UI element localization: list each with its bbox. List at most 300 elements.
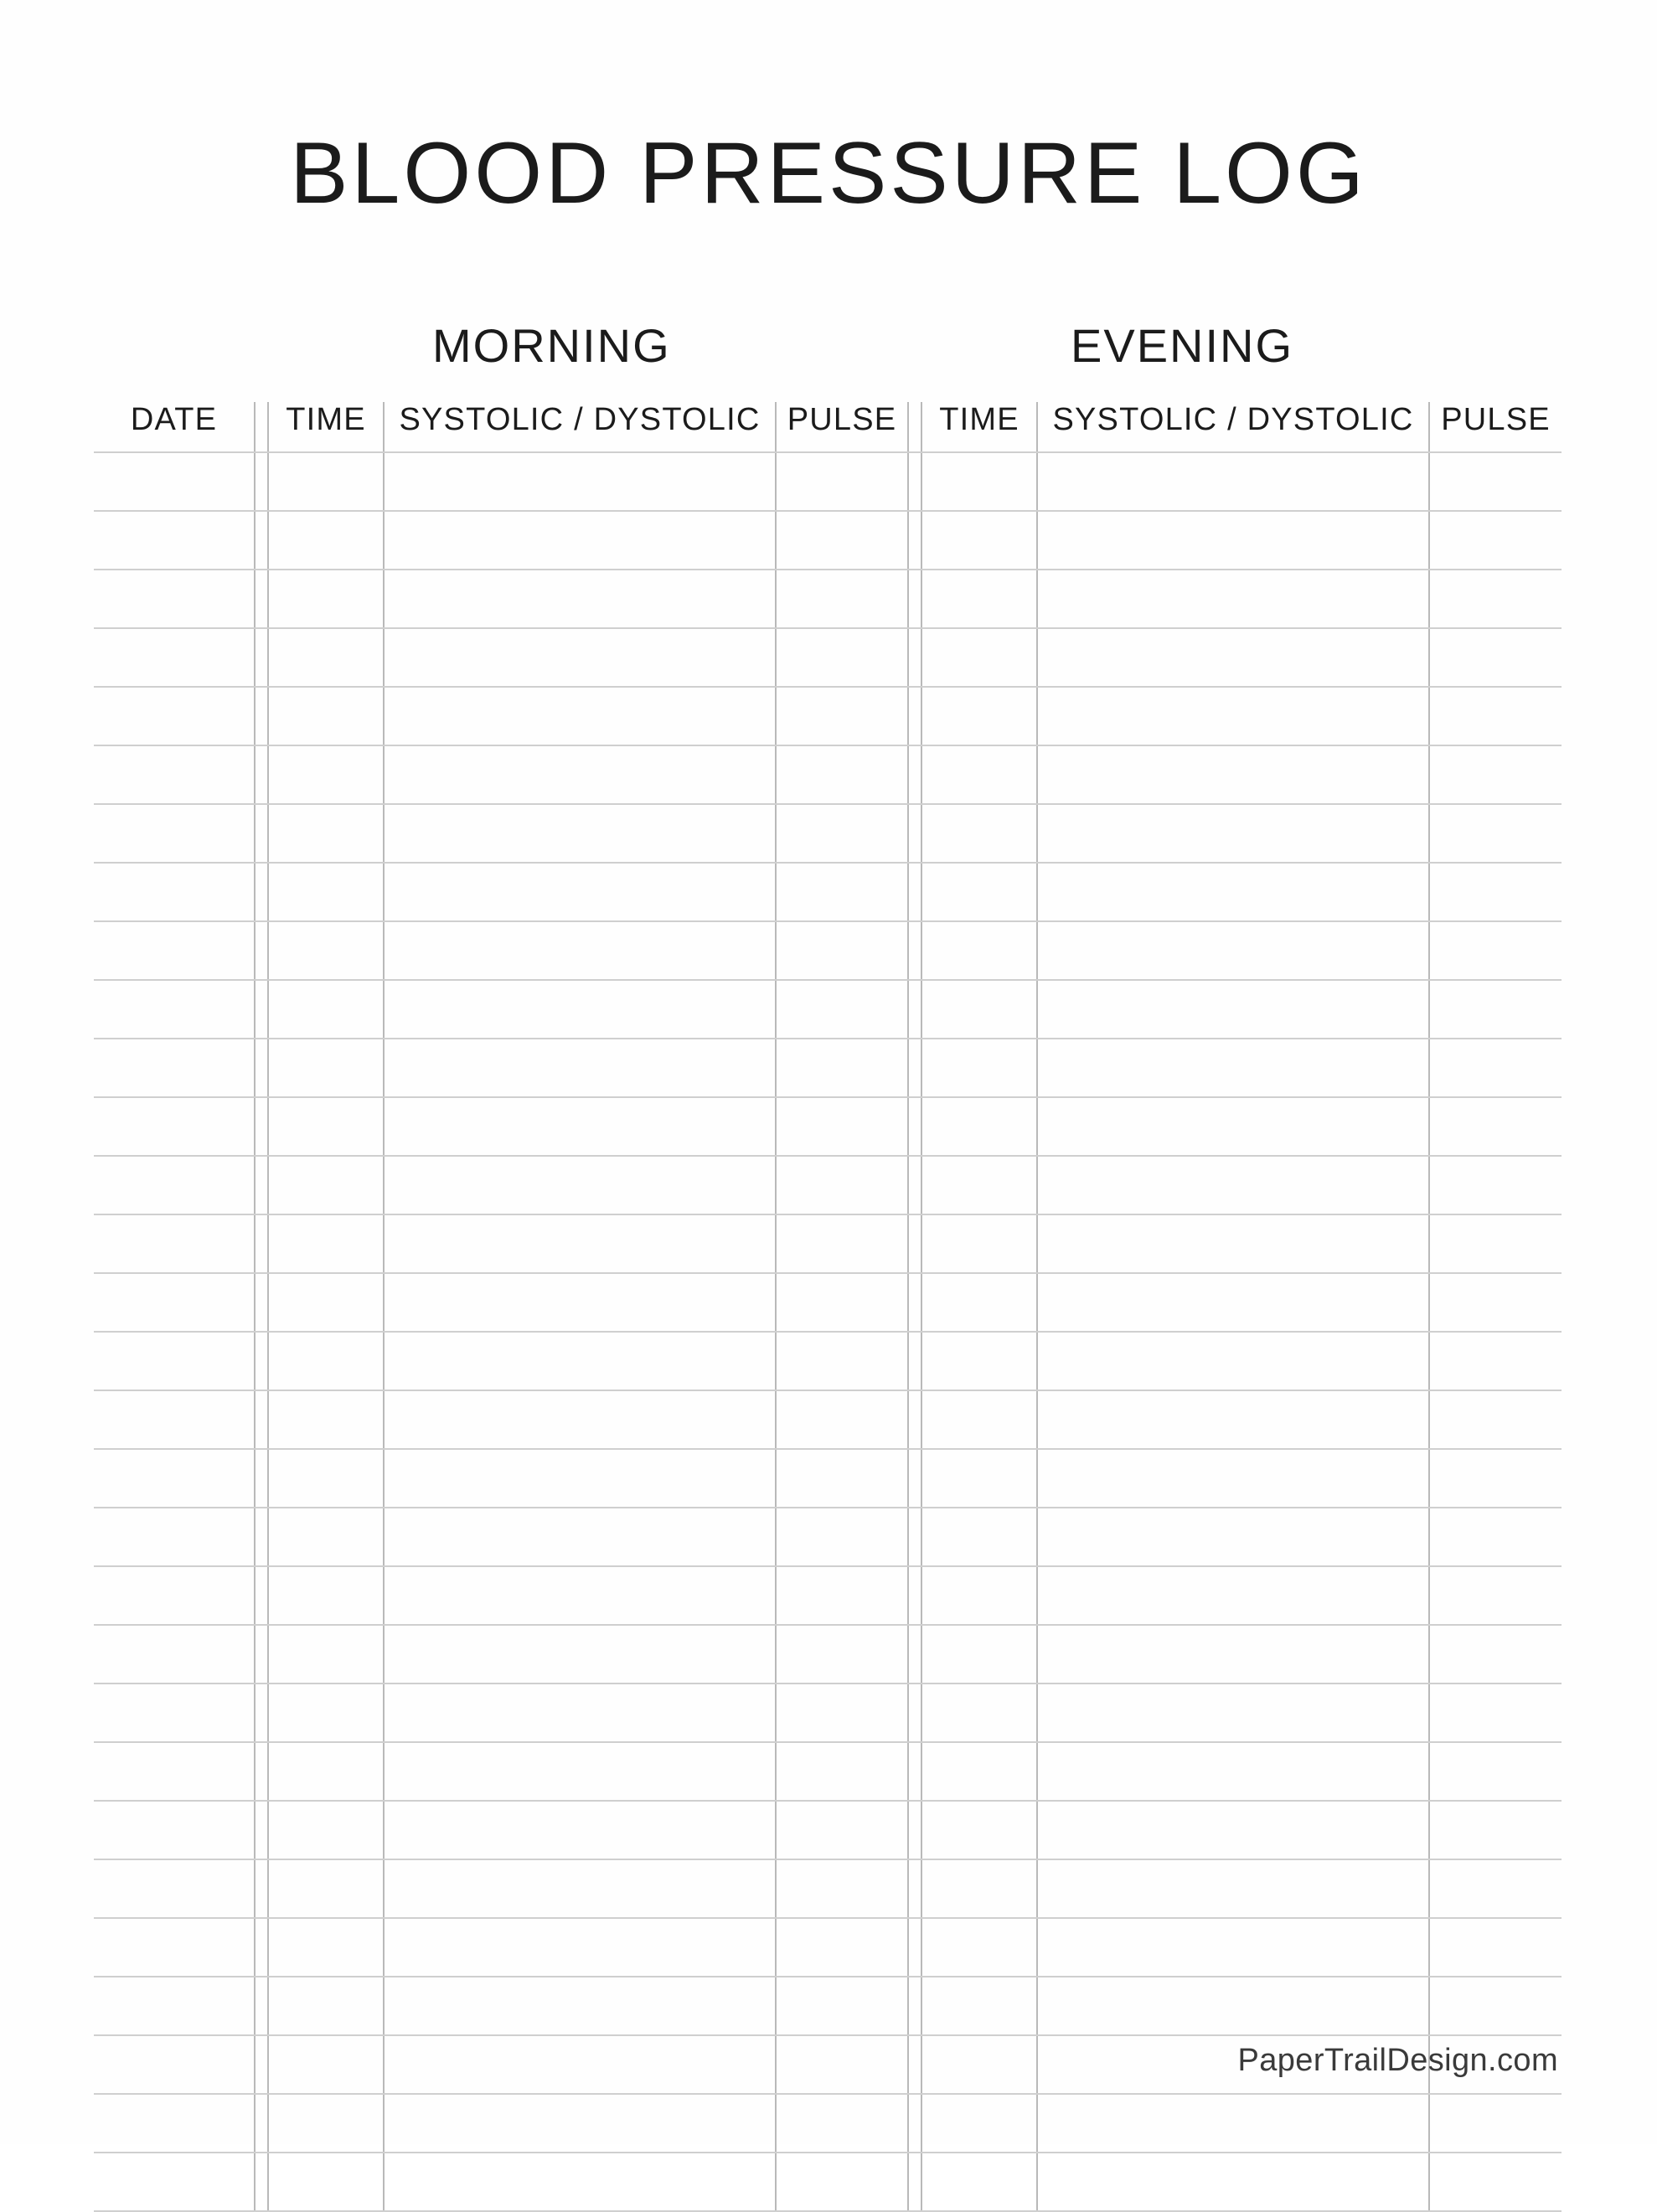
cell-evening-time[interactable] — [921, 1214, 1037, 1273]
cell-date[interactable] — [94, 745, 255, 804]
cell-date[interactable] — [94, 1625, 255, 1683]
cell-evening-time[interactable] — [921, 1566, 1037, 1625]
cell-divider-morning-start — [255, 1097, 268, 1156]
cell-evening-systolic-dystolic[interactable] — [1037, 1566, 1429, 1625]
cell-morning-systolic-dystolic[interactable] — [384, 570, 776, 628]
cell-evening-systolic-dystolic[interactable] — [1037, 1156, 1429, 1214]
cell-morning-time[interactable] — [268, 1508, 384, 1566]
cell-morning-pulse[interactable] — [776, 2153, 908, 2211]
cell-divider-morning-start — [255, 1156, 268, 1214]
cell-morning-pulse[interactable] — [776, 570, 908, 628]
cell-morning-systolic-dystolic[interactable] — [384, 1508, 776, 1566]
cell-morning-time[interactable] — [268, 863, 384, 921]
cell-divider-morning-start — [255, 1449, 268, 1508]
cell-divider-evening-start — [908, 1156, 921, 1214]
cell-divider-evening-start — [908, 863, 921, 921]
cell-morning-time[interactable] — [268, 1214, 384, 1273]
cell-evening-pulse[interactable] — [1429, 452, 1562, 511]
cell-evening-time[interactable] — [921, 511, 1037, 570]
cell-evening-systolic-dystolic[interactable] — [1037, 980, 1429, 1039]
table-row — [94, 1508, 1562, 1566]
cell-morning-pulse[interactable] — [776, 1918, 908, 1977]
table-row — [94, 1214, 1562, 1273]
cell-evening-time[interactable] — [921, 863, 1037, 921]
cell-date[interactable] — [94, 628, 255, 687]
cell-morning-pulse[interactable] — [776, 1683, 908, 1742]
cell-morning-pulse[interactable] — [776, 1332, 908, 1390]
cell-divider-evening-start — [908, 1977, 921, 2035]
table-row — [94, 1332, 1562, 1390]
cell-evening-time[interactable] — [921, 628, 1037, 687]
cell-divider-evening-start — [908, 804, 921, 863]
cell-evening-pulse[interactable] — [1429, 628, 1562, 687]
cell-evening-systolic-dystolic[interactable] — [1037, 1273, 1429, 1332]
cell-evening-pulse[interactable] — [1429, 570, 1562, 628]
cell-evening-pulse[interactable] — [1429, 1859, 1562, 1918]
column-header-morning-systolic-dystolic: SYSTOLIC / DYSTOLIC — [384, 402, 776, 452]
cell-divider-evening-start — [908, 1390, 921, 1449]
cell-date[interactable] — [94, 1977, 255, 2035]
cell-divider-evening-start — [908, 1566, 921, 1625]
cell-divider-evening-start — [908, 570, 921, 628]
cell-morning-pulse[interactable] — [776, 1390, 908, 1449]
cell-evening-systolic-dystolic[interactable] — [1037, 804, 1429, 863]
table-row — [94, 1097, 1562, 1156]
cell-evening-systolic-dystolic[interactable] — [1037, 1918, 1429, 1977]
cell-morning-time[interactable] — [268, 745, 384, 804]
cell-evening-time[interactable] — [921, 1332, 1037, 1390]
cell-evening-time[interactable] — [921, 1273, 1037, 1332]
cell-divider-morning-start — [255, 980, 268, 1039]
cell-morning-pulse[interactable] — [776, 1273, 908, 1332]
cell-morning-systolic-dystolic[interactable] — [384, 452, 776, 511]
table-row — [94, 1390, 1562, 1449]
cell-divider-evening-start — [908, 1449, 921, 1508]
cell-morning-systolic-dystolic[interactable] — [384, 1039, 776, 1097]
footer-credit: PaperTrailDesign.com — [1237, 2043, 1558, 2078]
cell-evening-systolic-dystolic[interactable] — [1037, 628, 1429, 687]
cell-morning-systolic-dystolic[interactable] — [384, 1859, 776, 1918]
cell-evening-systolic-dystolic[interactable] — [1037, 1508, 1429, 1566]
cell-date[interactable] — [94, 2035, 255, 2094]
cell-morning-time[interactable] — [268, 1390, 384, 1449]
cell-morning-systolic-dystolic[interactable] — [384, 2035, 776, 2094]
cell-date[interactable] — [94, 921, 255, 980]
cell-date[interactable] — [94, 1508, 255, 1566]
cell-divider-evening-start — [908, 687, 921, 745]
cell-morning-pulse[interactable] — [776, 1214, 908, 1273]
cell-morning-time[interactable] — [268, 1449, 384, 1508]
table-row — [94, 687, 1562, 745]
table-row — [94, 570, 1562, 628]
cell-evening-time[interactable] — [921, 1801, 1037, 1859]
cell-divider-morning-start — [255, 687, 268, 745]
cell-date[interactable] — [94, 452, 255, 511]
blood-pressure-log-table — [94, 402, 1562, 2212]
cell-date[interactable] — [94, 2153, 255, 2211]
table-row — [94, 1449, 1562, 1508]
cell-date[interactable] — [94, 1273, 255, 1332]
cell-morning-time[interactable] — [268, 1977, 384, 2035]
table-row — [94, 628, 1562, 687]
cell-evening-time[interactable] — [921, 2035, 1037, 2094]
cell-evening-pulse[interactable] — [1429, 863, 1562, 921]
cell-morning-time[interactable] — [268, 804, 384, 863]
cell-divider-morning-start — [255, 570, 268, 628]
cell-evening-pulse[interactable] — [1429, 980, 1562, 1039]
column-header-morning-pulse: PULSE — [776, 402, 908, 452]
cell-morning-systolic-dystolic[interactable] — [384, 1801, 776, 1859]
cell-divider-morning-start — [255, 1801, 268, 1859]
cell-evening-time[interactable] — [921, 745, 1037, 804]
table-row — [94, 980, 1562, 1039]
cell-evening-systolic-dystolic[interactable] — [1037, 1039, 1429, 1097]
cell-morning-time[interactable] — [268, 1097, 384, 1156]
cell-evening-time[interactable] — [921, 1156, 1037, 1214]
cell-morning-systolic-dystolic[interactable] — [384, 1332, 776, 1390]
cell-divider-morning-start — [255, 2153, 268, 2211]
cell-date[interactable] — [94, 687, 255, 745]
cell-evening-time[interactable] — [921, 452, 1037, 511]
cell-evening-time[interactable] — [921, 1508, 1037, 1566]
cell-morning-systolic-dystolic[interactable] — [384, 980, 776, 1039]
cell-date[interactable] — [94, 1039, 255, 1097]
cell-morning-pulse[interactable] — [776, 1625, 908, 1683]
cell-evening-pulse[interactable] — [1429, 1097, 1562, 1156]
cell-evening-time[interactable] — [921, 687, 1037, 745]
cell-evening-pulse[interactable] — [1429, 745, 1562, 804]
cell-divider-evening-start — [908, 1742, 921, 1801]
cell-evening-systolic-dystolic[interactable] — [1037, 452, 1429, 511]
cell-morning-time[interactable] — [268, 628, 384, 687]
cell-date[interactable] — [94, 863, 255, 921]
cell-morning-pulse[interactable] — [776, 1097, 908, 1156]
cell-evening-pulse[interactable] — [1429, 1977, 1562, 2035]
cell-divider-morning-start — [255, 921, 268, 980]
cell-divider-evening-start — [908, 628, 921, 687]
cell-divider-evening-start — [908, 1683, 921, 1742]
table-row — [94, 804, 1562, 863]
cell-evening-time[interactable] — [921, 1390, 1037, 1449]
cell-morning-time[interactable] — [268, 1039, 384, 1097]
cell-morning-systolic-dystolic[interactable] — [384, 2153, 776, 2211]
cell-morning-time[interactable] — [268, 1859, 384, 1918]
cell-morning-pulse[interactable] — [776, 687, 908, 745]
cell-divider-morning-start — [255, 1390, 268, 1449]
table-row — [94, 1742, 1562, 1801]
cell-date[interactable] — [94, 1332, 255, 1390]
cell-morning-time[interactable] — [268, 1156, 384, 1214]
cell-morning-systolic-dystolic[interactable] — [384, 863, 776, 921]
cell-date[interactable] — [94, 1801, 255, 1859]
cell-morning-pulse[interactable] — [776, 863, 908, 921]
section-heading-evening: EVENING — [1071, 319, 1294, 372]
cell-evening-systolic-dystolic[interactable] — [1037, 1977, 1429, 2035]
cell-divider-evening-start — [908, 452, 921, 511]
cell-divider-evening-start — [908, 2153, 921, 2211]
cell-evening-systolic-dystolic[interactable] — [1037, 1859, 1429, 1918]
cell-divider-morning-start — [255, 1742, 268, 1801]
cell-evening-time[interactable] — [921, 1683, 1037, 1742]
cell-morning-pulse[interactable] — [776, 1449, 908, 1508]
cell-morning-systolic-dystolic[interactable] — [384, 1449, 776, 1508]
cell-divider-morning-start — [255, 1683, 268, 1742]
cell-morning-systolic-dystolic[interactable] — [384, 1625, 776, 1683]
cell-evening-systolic-dystolic[interactable] — [1037, 570, 1429, 628]
cell-divider-evening-start — [908, 1918, 921, 1977]
cell-date[interactable] — [94, 1742, 255, 1801]
cell-divider-morning-start — [255, 1566, 268, 1625]
table-row — [94, 921, 1562, 980]
column-header-date: DATE — [94, 402, 255, 452]
cell-evening-systolic-dystolic[interactable] — [1037, 1449, 1429, 1508]
cell-morning-pulse[interactable] — [776, 452, 908, 511]
cell-evening-time[interactable] — [921, 921, 1037, 980]
table-row — [94, 511, 1562, 570]
cell-divider-evening-start — [908, 1097, 921, 1156]
cell-morning-systolic-dystolic[interactable] — [384, 804, 776, 863]
cell-evening-pulse[interactable] — [1429, 1625, 1562, 1683]
cell-divider-morning-start — [255, 804, 268, 863]
cell-evening-systolic-dystolic[interactable] — [1037, 687, 1429, 745]
cell-morning-pulse[interactable] — [776, 2035, 908, 2094]
table-row — [94, 745, 1562, 804]
column-divider-evening-start — [908, 402, 921, 452]
cell-evening-systolic-dystolic[interactable] — [1037, 921, 1429, 980]
cell-morning-pulse[interactable] — [776, 1566, 908, 1625]
cell-evening-systolic-dystolic[interactable] — [1037, 1214, 1429, 1273]
table-row — [94, 1625, 1562, 1683]
cell-evening-time[interactable] — [921, 1039, 1037, 1097]
cell-date[interactable] — [94, 1156, 255, 1214]
cell-evening-pulse[interactable] — [1429, 511, 1562, 570]
cell-evening-systolic-dystolic[interactable] — [1037, 1683, 1429, 1742]
cell-morning-time[interactable] — [268, 1742, 384, 1801]
cell-morning-systolic-dystolic[interactable] — [384, 1273, 776, 1332]
cell-morning-pulse[interactable] — [776, 1859, 908, 1918]
cell-date[interactable] — [94, 1390, 255, 1449]
cell-morning-pulse[interactable] — [776, 628, 908, 687]
cell-morning-time[interactable] — [268, 570, 384, 628]
column-header-evening-systolic-dystolic: SYSTOLIC / DYSTOLIC — [1037, 402, 1429, 452]
cell-morning-systolic-dystolic[interactable] — [384, 1566, 776, 1625]
cell-morning-pulse[interactable] — [776, 1742, 908, 1801]
section-headings — [99, 319, 1558, 381]
cell-divider-morning-start — [255, 2035, 268, 2094]
cell-morning-pulse[interactable] — [776, 804, 908, 863]
cell-evening-systolic-dystolic[interactable] — [1037, 863, 1429, 921]
table-row — [94, 452, 1562, 511]
cell-evening-pulse[interactable] — [1429, 921, 1562, 980]
cell-divider-evening-start — [908, 980, 921, 1039]
cell-divider-morning-start — [255, 1918, 268, 1977]
column-header-evening-pulse: PULSE — [1429, 402, 1562, 452]
cell-date[interactable] — [94, 511, 255, 570]
cell-morning-pulse[interactable] — [776, 1508, 908, 1566]
cell-morning-time[interactable] — [268, 1683, 384, 1742]
cell-morning-pulse[interactable] — [776, 1977, 908, 2035]
cell-evening-pulse[interactable] — [1429, 687, 1562, 745]
cell-evening-pulse[interactable] — [1429, 1273, 1562, 1332]
cell-evening-time[interactable] — [921, 1097, 1037, 1156]
cell-divider-evening-start — [908, 921, 921, 980]
cell-evening-time[interactable] — [921, 1859, 1037, 1918]
cell-divider-evening-start — [908, 1801, 921, 1859]
cell-date[interactable] — [94, 1918, 255, 1977]
cell-evening-time[interactable] — [921, 1977, 1037, 2035]
cell-evening-systolic-dystolic[interactable] — [1037, 1801, 1429, 1859]
cell-morning-systolic-dystolic[interactable] — [384, 1214, 776, 1273]
cell-morning-systolic-dystolic[interactable] — [384, 921, 776, 980]
section-heading-morning: MORNING — [432, 319, 671, 372]
cell-divider-morning-start — [255, 1332, 268, 1390]
cell-date[interactable] — [94, 1097, 255, 1156]
cell-divider-evening-start — [908, 1214, 921, 1273]
cell-evening-pulse[interactable] — [1429, 1742, 1562, 1801]
cell-morning-pulse[interactable] — [776, 1156, 908, 1214]
table-row — [94, 1918, 1562, 1977]
cell-evening-systolic-dystolic[interactable] — [1037, 1097, 1429, 1156]
cell-evening-systolic-dystolic[interactable] — [1037, 2153, 1429, 2211]
table-row — [94, 1273, 1562, 1332]
cell-morning-time[interactable] — [268, 1273, 384, 1332]
cell-evening-pulse[interactable] — [1429, 1156, 1562, 1214]
cell-morning-pulse[interactable] — [776, 511, 908, 570]
cell-divider-morning-start — [255, 863, 268, 921]
cell-morning-systolic-dystolic[interactable] — [384, 1742, 776, 1801]
cell-evening-pulse[interactable] — [1429, 1214, 1562, 1273]
cell-divider-morning-start — [255, 1039, 268, 1097]
cell-evening-time[interactable] — [921, 804, 1037, 863]
cell-morning-systolic-dystolic[interactable] — [384, 511, 776, 570]
cell-evening-time[interactable] — [921, 570, 1037, 628]
cell-divider-morning-start — [255, 1273, 268, 1332]
cell-divider-evening-start — [908, 1859, 921, 1918]
table-row — [94, 1156, 1562, 1214]
cell-morning-time[interactable] — [268, 2153, 384, 2211]
cell-date[interactable] — [94, 1566, 255, 1625]
column-header-morning-time: TIME — [268, 402, 384, 452]
cell-divider-morning-start — [255, 1859, 268, 1918]
cell-evening-pulse[interactable] — [1429, 1390, 1562, 1449]
cell-evening-systolic-dystolic[interactable] — [1037, 1332, 1429, 1390]
cell-evening-systolic-dystolic[interactable] — [1037, 511, 1429, 570]
cell-divider-morning-start — [255, 1977, 268, 2035]
cell-morning-time[interactable] — [268, 452, 384, 511]
table-row — [94, 2153, 1562, 2211]
cell-evening-pulse[interactable] — [1429, 1039, 1562, 1097]
cell-morning-systolic-dystolic[interactable] — [384, 687, 776, 745]
cell-evening-pulse[interactable] — [1429, 2153, 1562, 2211]
cell-divider-morning-start — [255, 1214, 268, 1273]
cell-morning-time[interactable] — [268, 1801, 384, 1859]
cell-divider-evening-start — [908, 1039, 921, 1097]
cell-morning-time[interactable] — [268, 980, 384, 1039]
cell-evening-pulse[interactable] — [1429, 1332, 1562, 1390]
cell-divider-evening-start — [908, 1508, 921, 1566]
table-row — [94, 1566, 1562, 1625]
cell-evening-time[interactable] — [921, 1918, 1037, 1977]
cell-date[interactable] — [94, 570, 255, 628]
cell-morning-systolic-dystolic[interactable] — [384, 745, 776, 804]
cell-evening-time[interactable] — [921, 1742, 1037, 1801]
cell-morning-time[interactable] — [268, 687, 384, 745]
cell-evening-systolic-dystolic[interactable] — [1037, 1625, 1429, 1683]
table-row — [94, 1859, 1562, 1918]
cell-divider-morning-start — [255, 1508, 268, 1566]
cell-morning-pulse[interactable] — [776, 1801, 908, 1859]
cell-morning-time[interactable] — [268, 1332, 384, 1390]
cell-morning-time[interactable] — [268, 921, 384, 980]
cell-date[interactable] — [94, 804, 255, 863]
table-body — [94, 452, 1562, 2211]
cell-evening-time[interactable] — [921, 2153, 1037, 2211]
cell-divider-morning-start — [255, 745, 268, 804]
table-row — [94, 863, 1562, 921]
cell-divider-evening-start — [908, 511, 921, 570]
cell-divider-morning-start — [255, 511, 268, 570]
cell-morning-systolic-dystolic[interactable] — [384, 1097, 776, 1156]
cell-morning-pulse[interactable] — [776, 745, 908, 804]
cell-morning-time[interactable] — [268, 1625, 384, 1683]
cell-morning-systolic-dystolic[interactable] — [384, 1918, 776, 1977]
cell-divider-evening-start — [908, 2035, 921, 2094]
cell-evening-systolic-dystolic[interactable] — [1037, 1742, 1429, 1801]
cell-morning-time[interactable] — [268, 1918, 384, 1977]
cell-morning-systolic-dystolic[interactable] — [384, 628, 776, 687]
cell-morning-pulse[interactable] — [776, 1039, 908, 1097]
cell-morning-systolic-dystolic[interactable] — [384, 1156, 776, 1214]
cell-divider-evening-start — [908, 745, 921, 804]
cell-divider-evening-start — [908, 1332, 921, 1390]
cell-evening-pulse[interactable] — [1429, 1918, 1562, 1977]
column-header-evening-time: TIME — [921, 402, 1037, 452]
cell-evening-pulse[interactable] — [1429, 1508, 1562, 1566]
table-row — [94, 1683, 1562, 1742]
cell-morning-time[interactable] — [268, 511, 384, 570]
cell-evening-systolic-dystolic[interactable] — [1037, 1390, 1429, 1449]
cell-evening-time[interactable] — [921, 1625, 1037, 1683]
cell-morning-pulse[interactable] — [776, 980, 908, 1039]
cell-morning-pulse[interactable] — [776, 921, 908, 980]
cell-date[interactable] — [94, 1449, 255, 1508]
cell-evening-pulse[interactable] — [1429, 804, 1562, 863]
cell-morning-systolic-dystolic[interactable] — [384, 1977, 776, 2035]
cell-morning-time[interactable] — [268, 1566, 384, 1625]
cell-evening-time[interactable] — [921, 980, 1037, 1039]
cell-evening-pulse[interactable] — [1429, 1449, 1562, 1508]
cell-date[interactable] — [94, 980, 255, 1039]
cell-evening-pulse[interactable] — [1429, 1801, 1562, 1859]
table-row — [94, 1039, 1562, 1097]
cell-date[interactable] — [94, 1683, 255, 1742]
cell-evening-pulse[interactable] — [1429, 1566, 1562, 1625]
cell-evening-pulse[interactable] — [1429, 1683, 1562, 1742]
cell-date[interactable] — [94, 1859, 255, 1918]
cell-morning-time[interactable] — [268, 2035, 384, 2094]
cell-date[interactable] — [94, 1214, 255, 1273]
blood-pressure-table-wrapper — [94, 402, 1562, 2212]
cell-evening-systolic-dystolic[interactable] — [1037, 745, 1429, 804]
column-divider-morning-start — [255, 402, 268, 452]
cell-morning-systolic-dystolic[interactable] — [384, 1683, 776, 1742]
table-header — [94, 402, 1562, 452]
cell-evening-time[interactable] — [921, 1449, 1037, 1508]
page-title: BLOOD PRESSURE LOG — [290, 125, 1367, 222]
cell-morning-systolic-dystolic[interactable] — [384, 1390, 776, 1449]
table-row — [94, 1801, 1562, 1859]
cell-divider-evening-start — [908, 1273, 921, 1332]
